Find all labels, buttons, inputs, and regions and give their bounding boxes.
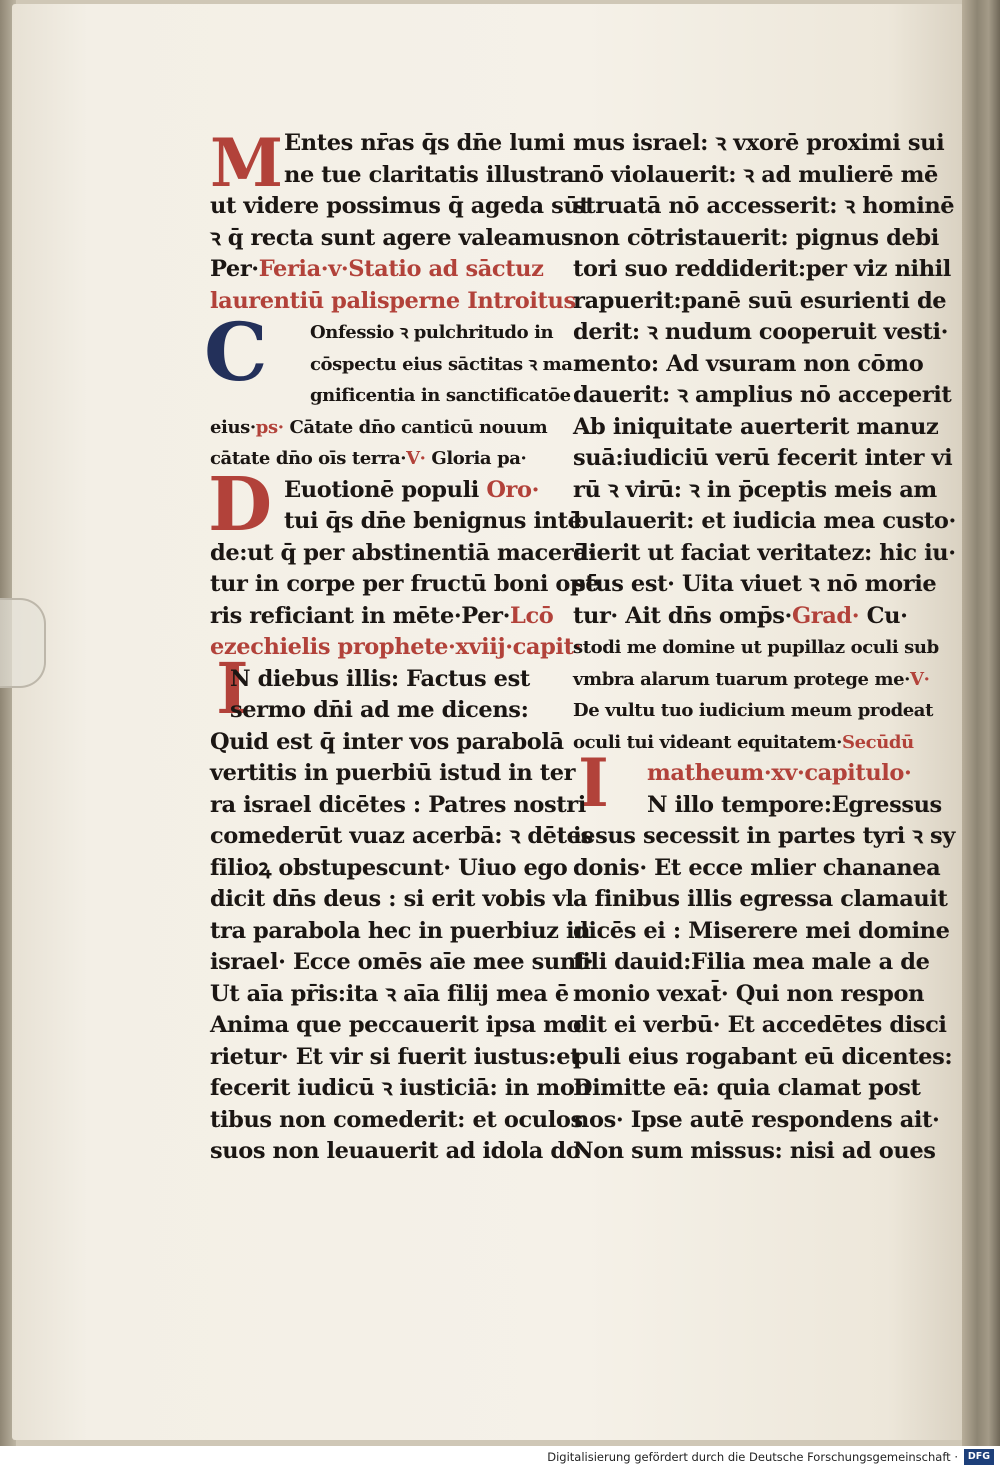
text-line [573,475,937,507]
initial-i-right: I [578,744,609,822]
line-text: Anima que peccauerit ipsa mo [210,1012,582,1038]
text-line [573,758,918,790]
line-text: vmbra alarum tuarum protege me· [573,668,911,690]
line-text-continued: Gloria pa· [425,448,527,469]
text-line [210,695,555,727]
line-text: nos· Ipse autē respondens ait· [573,1106,940,1133]
text-line [210,601,555,633]
text-line [210,1073,591,1105]
text-line [573,286,947,318]
line-text: comederūt vuaz acerbā: ꝛ dētes [210,823,593,849]
line-text: Ut aīa pr̄is:ita ꝛ aīa filij mea ē [210,980,569,1007]
line-text: N illo tempore:Egressus [647,791,942,818]
line-text: mus israel: ꝛ vxorē proximi sui [573,130,945,156]
line-text: rū ꝛ virū: ꝛ in p̄ceptis meis am [573,476,937,503]
line-text: filioꝝ obstupescunt· Uiuo ego [210,854,568,881]
line-text: ris reficiant in mēte·Per· [210,602,511,629]
line-text: stodi me domine ut pupillaz oculi sub [573,637,939,658]
rubric-text: Oro· [486,476,540,503]
text-line [573,601,918,633]
line-text: tori suo reddiderit:per viz nihil [573,256,951,282]
text-line [210,821,593,853]
text-line [210,632,582,664]
line-text-continued: Cātate dn̄o canticū nouum [283,416,548,438]
text-line [573,412,939,444]
text-line [573,128,945,160]
text-line [210,128,565,160]
text-line [210,160,575,192]
text-line [573,727,918,759]
text-line [210,727,564,759]
text-line [573,569,937,601]
line-text: ut videre possimus q̄ ageda sūt [210,193,590,219]
text-line [210,191,590,223]
text-line [573,790,942,822]
line-text: dierit ut faciat veritatez: hic iu· [573,539,956,566]
text-line [573,254,951,286]
line-text: De vultu tuo iudicium meum prodeat [573,700,933,721]
text-line [573,538,956,570]
initial-d: D [208,462,273,548]
line-text: ne tue claritatis illustra [284,161,575,188]
text-line [573,191,955,223]
line-text: Entes nr̄as q̄s dn̄e lumi [284,130,565,156]
rubric-text: Feria·v·Statio ad sāctuz [258,256,544,282]
text-line [573,160,938,192]
text-line [210,286,576,318]
dfg-logo: DFG [964,1449,994,1465]
line-text: dicit dn̄s deus : si erit vobis vl [210,886,574,912]
text-line [210,349,573,381]
text-line [210,664,555,696]
text-line [573,853,941,885]
line-text: N diebus illis: Factus est [230,665,530,692]
text-line [210,1136,581,1168]
text-line [210,884,574,916]
line-text: eius· [210,416,256,438]
rubric-text: ezechielis prophete·xviij·capit· [210,634,582,660]
line-text: stus est· Uita viuet ꝛ nō morie [573,571,937,597]
text-line [573,1010,947,1042]
text-line [573,223,939,255]
text-line [573,349,924,381]
line-text-continued: Cu· [859,602,908,629]
text-line [210,1042,581,1074]
text-line [573,380,952,412]
line-text: iesus secessit in partes tyri ꝛ sy [573,823,955,849]
text-line [210,790,586,822]
rubric-text: V· [910,668,930,690]
line-text: Onfessio ꝛ pulchritudo in [310,322,554,343]
page-gutter-right [962,0,1000,1446]
initial-c: C [204,305,268,399]
line-text: oculi tui videant equitatem· [573,731,842,753]
line-text: donis· Et ecce mlier chananea [573,854,941,881]
text-line [210,569,600,601]
rubric-text: Secūdū [842,731,914,753]
line-text: rapuerit:panē suū esurienti de [573,287,947,314]
line-text: monio vexat̄· Qui non respon [573,980,925,1007]
initial-m: M [210,124,284,202]
text-line [573,695,933,727]
line-text: gnificentia in sanctificatōe [310,385,571,406]
footer-bar [0,1446,1000,1469]
text-line [210,1105,583,1137]
rubric-text: matheum·xv·capitulo· [647,760,912,786]
text-line [573,1073,921,1105]
line-text: tui q̄s dn̄e benignus intē [284,508,582,534]
line-text: non cōtristauerit: pignus debi [573,224,939,251]
line-text: fili dauid:Filia mea male a de [573,949,930,975]
line-text: puli eius rogabant eū dicentes: [573,1043,953,1070]
line-text: tibus non comederit: et oculos [210,1106,583,1133]
line-text: cōspectu eius sāctitas ꝛ ma [310,353,573,375]
text-line [573,979,925,1011]
line-text: Ab iniquitate auerterit manuz [573,413,939,440]
text-line [210,758,576,790]
initial-i-left: I [216,647,249,730]
line-text: struatā nō accesserit: ꝛ hominē [573,193,955,219]
text-line [573,506,956,538]
text-line [573,317,949,349]
text-line [573,821,955,853]
text-line [210,412,555,444]
text-line [210,254,555,286]
text-line [210,380,571,412]
text-line [210,475,555,507]
rubric-text: V· [406,448,426,469]
line-text: cātate dn̄o oīs terra· [210,448,407,469]
line-text: mento: Ad vsuram non cōmo [573,350,924,377]
rubric-text: ps· [255,416,284,438]
text-line [210,506,582,538]
line-text: fecerit iudicū ꝛ iusticiā: in mon [210,1075,591,1101]
text-line [210,1010,582,1042]
line-text: Euotionē populi [284,476,487,503]
text-line [573,1136,936,1168]
text-line [210,443,555,475]
text-line [210,947,594,979]
line-text: bulauerit: et iudicia mea custo· [573,508,956,534]
text-line [210,317,555,349]
line-text: dit ei verbū· Et accedētes disci [573,1012,947,1038]
text-line [210,538,595,570]
line-text: tur in corpe per fructū boni opē [210,571,600,597]
footer-credit: Digitalisierung gefördert durch die Deutsche Forschungsgemeinschaft · [547,1450,958,1464]
text-line [573,632,939,664]
line-text: suos non leuauerit ad idola do [210,1138,581,1164]
text-line [210,223,581,255]
text-line [573,884,948,916]
line-text: rietur· Et vir si fuerit iustus:et [210,1043,581,1070]
text-line [210,979,569,1011]
text-line [573,443,953,475]
rubric-text: laurentiū palisperne Introitus [210,287,576,314]
text-line [573,1042,953,1074]
line-text: ꝛ q̄ recta sunt agere valeamus· [210,224,581,251]
line-text: tra parabola hec in puerbiuz in [210,917,591,944]
text-column-left [210,124,600,1168]
line-text: suā:iudiciū verū fecerit inter vi [573,445,953,471]
rubric-text: Grad· [791,602,860,629]
line-text: tur· Ait dn̄s omp̄s· [573,602,792,629]
page-clip-tab [0,598,46,688]
line-text: nō violauerit: ꝛ ad mulierē mē [573,161,938,188]
text-line [573,1105,940,1137]
text-line [573,916,950,948]
text-column-right [573,128,956,1168]
line-text: derit: ꝛ nudum cooperuit vesti· [573,319,949,345]
line-text: Dimitte eā: quia clamat post [573,1075,921,1101]
text-line [573,664,930,696]
line-text: israel· Ecce omēs aīe mee sunt· [210,949,594,975]
line-text: dicēs ei : Miserere mei domine [573,917,950,944]
line-text: de:ut q̄ per abstinentiā macerā· [210,539,595,566]
line-text: Quid est q̄ inter vos parabolā [210,728,564,755]
text-line [573,947,930,979]
line-text: Non sum missus: nisi ad oues [573,1138,936,1164]
line-text: dauerit: ꝛ amplius nō acceperit [573,382,952,408]
line-text: Per· [210,256,259,282]
line-text: ra israel dicētes : Patres nostri [210,791,586,818]
text-line [210,916,591,948]
line-text: a finibus illis egressa clamauit [573,886,948,912]
line-text: sermo dn̄i ad me dicens: [230,697,529,723]
line-text: vertitis in puerbiū istud in ter [210,760,576,786]
rubric-text: Lcō [510,602,554,629]
text-line [210,853,568,885]
